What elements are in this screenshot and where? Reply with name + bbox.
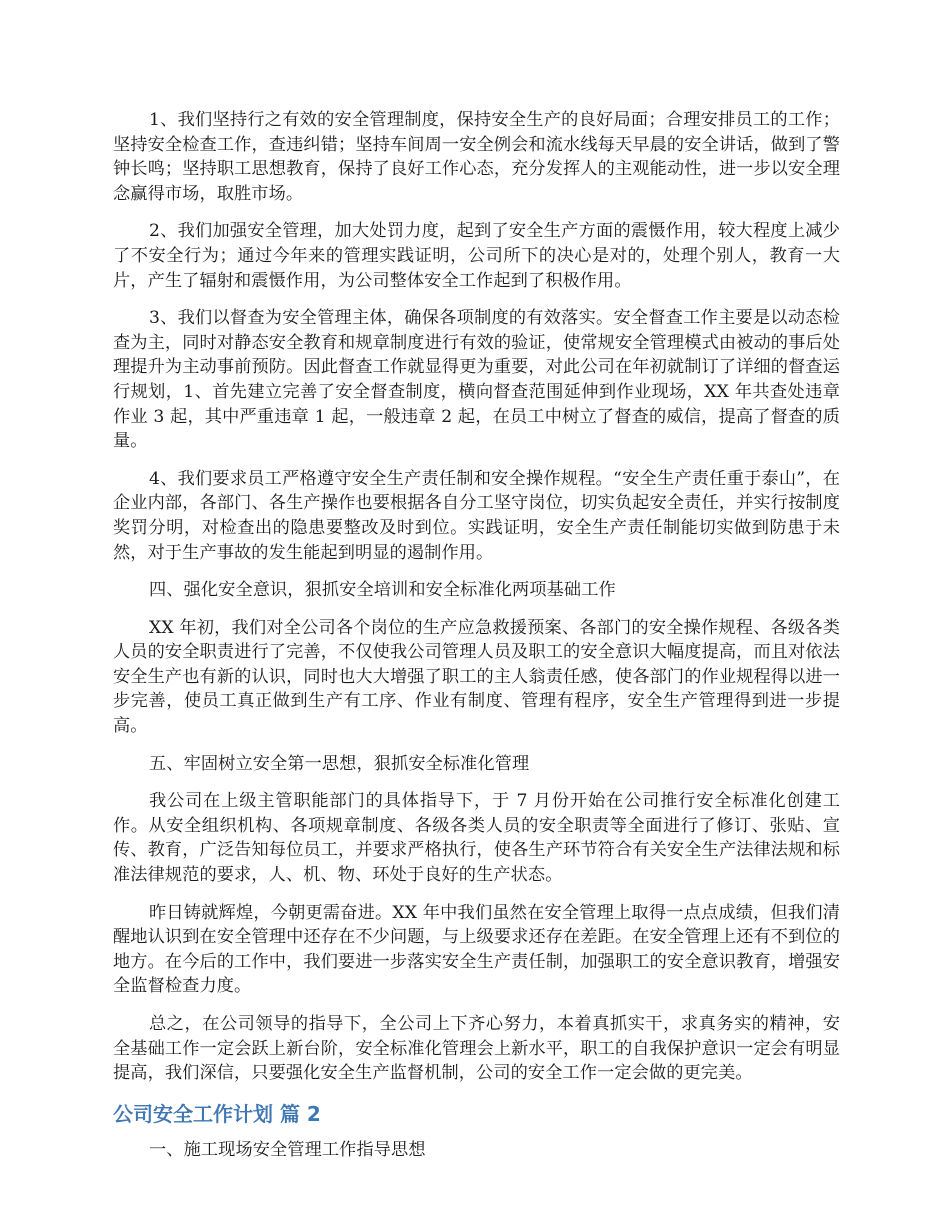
section-five-title: 五、牢固树立安全第一思想，狠抓安全标准化管理 (149, 753, 530, 774)
paragraph-6: 我公司在上级主管职能部门的具体指导下，于 7 月份开始在公司推行安全标准化创建工作。从安全组织机构、各项规章制度、各级各类人员的安全职责等全面进行了修订、张贴、宣传、教育，广泛告知每位员工，并要求严格执行，使各生产环节符合有关安全生产法律法规和标准法律规范的要求，人、机、物、环处于良好的生产状态。 (113, 791, 840, 886)
paragraph-4: 4、我们要求员工严格遵守安全生产责任制和安全操作规程。“安全生产责任重于泰山”，在企业内部，各部门、各生产操作也要根据各自分工坚守岗位，切实负起安全责任，并实行按制度奖罚分明，对检查出的隐患要整改及时到位。实践证明，安全生产责任制能切实做到防患于未然，对于生产事故的发生能起到明显的遏制作用。 (113, 468, 840, 563)
section-heading: 公司安全工作计划 篇 2 (113, 1101, 321, 1126)
document-page (113, 108, 840, 1175)
section-four-title: 四、强化安全意识，狠抓安全培训和安全标准化两项基础工作 (149, 580, 616, 601)
subsection-one-title: 一、施工现场安全管理工作指导思想 (149, 1139, 426, 1160)
paragraph-8: 总之，在公司领导的指导下，全公司上下齐心努力，本着真抓实干，求真务实的精神，安全基础工作一定会跃上新台阶，安全标准化管理会上新水平，职工的自我保护意识一定会有明显提高，我们深信，只要强化安全生产监督机制，公司的安全工作一定会做的更完美。 (113, 1014, 840, 1084)
paragraph-1: 1、我们坚持行之有效的安全管理制度，保持安全生产的良好局面；合理安排员工的工作；坚持安全检查工作，查违纠错；坚持车间周一安全例会和流水线每天早晨的安全讲话，做到了警钟长鸣；坚持职工思想教育，保持了良好工作心态，充分发挥人的主观能动性，进一步以安全理念赢得市场，取胜市场。 (113, 110, 840, 204)
paragraph-3: 3、我们以督查为安全管理主体，确保各项制度的有效落实。安全督查工作主要是以动态检查为主，同时对静态安全教育和规章制度进行有效的验证，使常规安全管理模式由被动的事后处理提升为主动事前预防。因此督查工作就显得更为重要，对此公司在年初就制订了详细的督查运行规划，1、首先建立完善了安全督查制度，横向督查范围延伸到作业现场，XX 年共查处违章作业 3 起，其中严重违章 1 起，一般违章 2 起，在员工中树立了督查的威信，提高了督查的质量。 (113, 308, 840, 452)
paragraph-5: XX 年初，我们对全公司各个岗位的生产应急救援预案、各部门的安全操作规程、各级各类人员的安全职责进行了完善，不仅使我公司管理人员及职工的安全意识大幅度提高，而且对依法安全生产也有新的认识，同时也大大增强了职工的主人翁责任感，使各部门的作业规程得以进一步完善，使员工真正做到生产有工序、作业有制度、管理有程序，安全生产管理得到进一步提高。 (113, 617, 840, 737)
paragraph-2: 2、我们加强安全管理，加大处罚力度，起到了安全生产方面的震慑作用，较大程度上减少了不安全行为；通过今年来的管理实践证明，公司所下的决心是对的，处理个别人，教育一大片，产生了辐射和震慑作用，为公司整体安全工作起到了积极作用。 (113, 221, 840, 291)
paragraph-7: 昨日铸就辉煌，今朝更需奋进。XX 年中我们虽然在安全管理上取得一点点成绩，但我们清醒地认识到在安全管理中还存在不少问题，与上级要求还存在差距。在安全管理上还有不到位的地方。在今后的工作中，我们要进一步落实安全生产责任制，加强职工的安全意识教育，增强安全监督检查力度。 (113, 902, 840, 997)
